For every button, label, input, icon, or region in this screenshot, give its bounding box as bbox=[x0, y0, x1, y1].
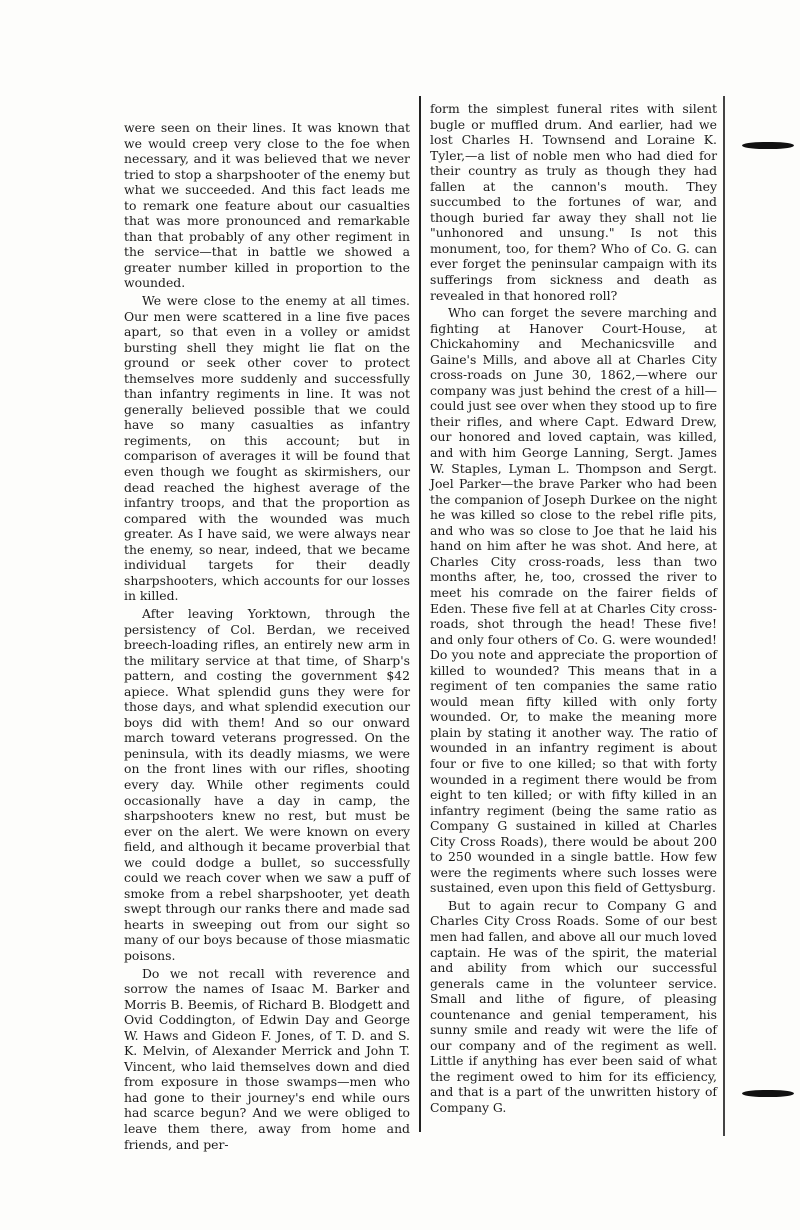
right-paragraph-3: But to again recur to Company G and Charles City Cross Roads. Some of our best men had fallen, and above all our much loved captain. He was of the spirit, the material and ability from which our successful generals came in the volunteer service. Small and lithe of figure, of pleasing countenance and genial temperament, his sunny smile and ready wit were the life of our company and of the regiment as well. Little if anything has ever been said of what the regiment owed to him for its efficiency, and that is a part of the unwritten history of Company G. bbox=[430, 897, 717, 1115]
page-edge-rule bbox=[723, 96, 725, 1136]
registration-mark-bottom bbox=[742, 1090, 794, 1097]
right-paragraph-1: form the simplest funeral rites with silent bugle or muffled drum. And earlier, had we lost Charles H. Townsend and Loraine K. Tyler,—a list of noble men who had died for their country as truly as though they had fallen at the cannon's mouth. They succumbed to the fortunes of war, and though buried far away they shall not lie "unhonored and unsung." Is not this monument, too, for them? Who of Co. G. can ever forget the peninsular campaign with its sufferings from sickness and death as revealed in that honored roll? bbox=[430, 101, 717, 303]
column-divider bbox=[419, 96, 421, 1132]
right-paragraph-2: Who can forget the severe marching and fighting at Hanover Court-House, at Chickahominy and Mechanicsville and Gaine's Mills, and above all at Charles City cross-roads on June 30, 1862,—where our company was just behind the crest of a hill—could just see over when they stood up to fire their rifles, and where Capt. Edward Drew, our honored and loved captain, was killed, and with him George Lanning, Sergt. James W. Staples, Lyman L. Thompson and Sergt. Joel Parker—the brave Parker who had been the companion of Joseph Durkee on the night he was killed so close to the rebel rifle pits, and who was so close to Joe that he laid his hand on him after he was shot. And here, at Charles City cross-roads, less than two months after, he, too, crossed the river to meet his comrade on the fairer fields of Eden. These five fell at at Charles City cross-roads, shot through the head! These five! and only four others of Co. G. were wounded! Do you note and appreciate the proportion of killed to wounded? This means that in a regiment of ten companies the same ratio would mean fifty killed with only forty wounded. Or, to make the meaning more plain by stating it another way. The ratio of wounded in an infantry regiment is about four or five to one killed; so that with forty wounded in a regiment there would be from eight to ten killed; or with fifty killed in an infantry regiment (being the same ratio as Company G sustained in killed at Charles City Cross Roads), there would be about 200 to 250 wounded in a single battle. How few were the regiments where such losses were sustained, even upon this field of Gettysburg. bbox=[430, 305, 717, 896]
left-paragraph-2: We were close to the enemy at all times. Our men were scattered in a line five paces apart, so that even in a volley or amidst bursting shell they might lie flat on the ground or seek other cover to protect themselves more suddenly and successfully than infantry regiments in line. It was not generally believed possible that we could have so many casualties as infantry regiments, on this account; but in comparison of averages it will be found that even though we fought as skirmishers, our dead reached the highest average of the infantry troops, and that the proportion as compared with the wounded was much greater. As I have said, we were always near the enemy, so near, indeed, that we became individual targets for their deadly sharpshooters, which accounts for our losses in killed. bbox=[124, 293, 410, 604]
registration-mark-top bbox=[742, 142, 794, 149]
right-text-column bbox=[430, 101, 717, 1116]
left-text-column bbox=[124, 120, 410, 1152]
left-paragraph-4: Do we not recall with reverence and sorrow the names of Isaac M. Barker and Morris B. Beemis, of Richard B. Blodgett and Ovid Coddington, of Edwin Day and George W. Haws and Gideon F. Jones, of T. D. and S. K. Melvin, of Alexander Merrick and John T. Vincent, who laid themselves down and died from exposure in those swamps—men who had gone to their journey's end while ours had scarce begun? And we were obliged to leave them there, away from home and friends, and per- bbox=[124, 965, 410, 1152]
left-paragraph-3: After leaving Yorktown, through the persistency of Col. Berdan, we received breech-loading rifles, an entirely new arm in the military service at that time, of Sharp's pattern, and costing the government $42 apiece. What splendid guns they were for those days, and what splendid execution our boys did with them! And so our onward march toward veterans progressed. On the peninsula, with its deadly miasms, we were on the front lines with our rifles, shooting every day. While other regiments could occasionally have a day in camp, the sharpshooters knew no rest, but must be ever on the alert. We were known on every field, and although it became proverbial that we could dodge a bullet, so successfully could we reach cover when we saw a puff of smoke from a rebel sharpshooter, yet death swept through our ranks there and made sad hearts in sweeping out from our sight so many of our boys because of those miasmatic poisons. bbox=[124, 605, 410, 963]
left-paragraph-1: were seen on their lines. It was known that we would creep very close to the foe when necessary, and it was believed that we never tried to stop a sharpshooter of the enemy but what we succeeded. And this fact leads me to remark one feature about our casualties that was more pronounced and remarkable than that probably of any other regiment in the service—that in battle we showed a greater number killed in proportion to the wounded. bbox=[124, 120, 410, 291]
